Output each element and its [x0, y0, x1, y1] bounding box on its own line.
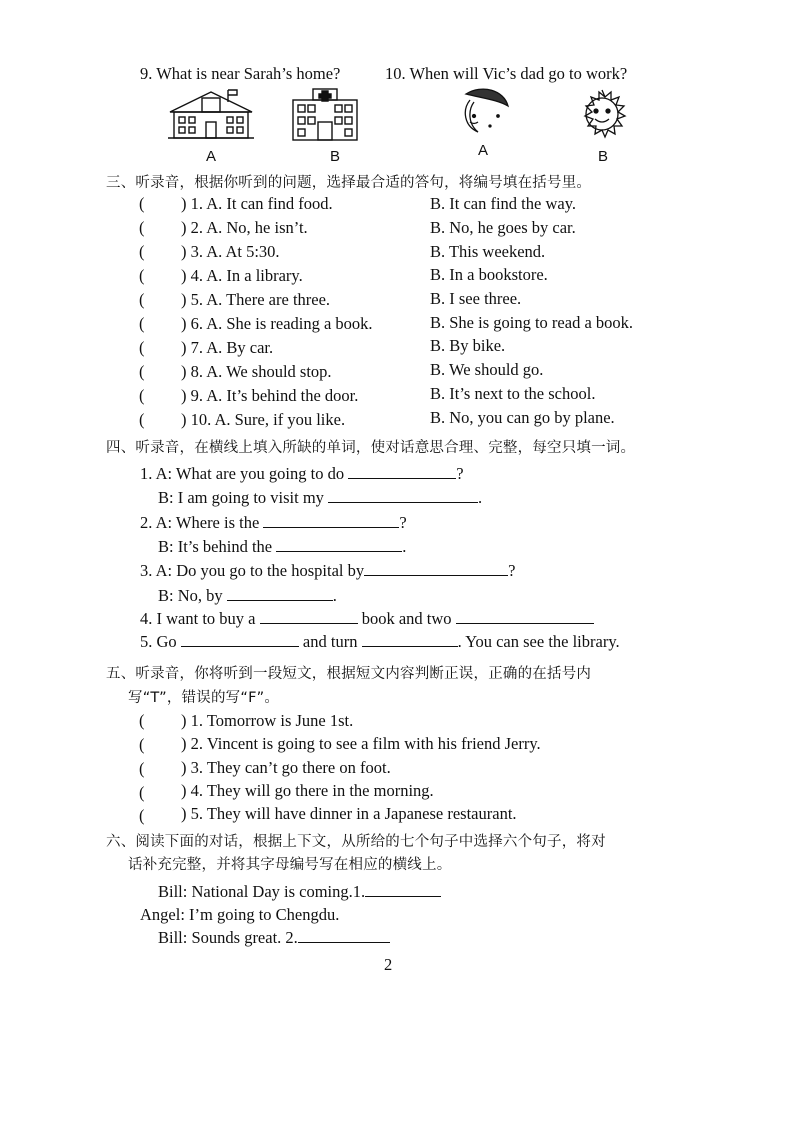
option-b: B. No, you can go by plane.: [430, 408, 615, 427]
option-a: ) 5. A. There are three.: [181, 290, 331, 309]
answer-paren[interactable]: (: [139, 362, 145, 381]
blank-number: 1.: [352, 882, 366, 901]
answer-paren[interactable]: (: [139, 783, 145, 802]
judgement-item: ) 1. Tomorrow is June 1st.: [181, 711, 354, 730]
answer-paren[interactable]: (: [139, 338, 145, 357]
dialogue-text: 3. A: Do you go to the hospital by: [140, 561, 365, 580]
page-number: 2: [384, 955, 393, 974]
option-b: B. It’s next to the school.: [430, 384, 596, 403]
picture-label-b: B: [598, 148, 609, 165]
dialogue-2a: [140, 513, 407, 533]
option-a: ) 6. A. She is reading a book.: [181, 314, 373, 333]
dialogue-text: 2. A: Where is the: [140, 513, 260, 532]
answer-blank[interactable]: [365, 882, 441, 897]
question-10: 10. When will Vic’s dad go to work?: [385, 64, 628, 83]
end-mark: .: [402, 537, 407, 556]
answer-blank[interactable]: [263, 513, 399, 528]
option-b: B. It can find the way.: [430, 194, 577, 213]
answer-blank[interactable]: [181, 632, 299, 647]
answer-blank[interactable]: [276, 537, 402, 552]
question-9: 9. What is near Sarah’s home?: [140, 64, 341, 83]
answer-paren[interactable]: (: [139, 218, 145, 237]
reading-dialogue-1: [158, 882, 441, 902]
answer-paren[interactable]: (: [139, 806, 145, 825]
answer-paren[interactable]: (: [139, 735, 145, 754]
dialogue-3a: [140, 561, 515, 581]
answer-paren[interactable]: (: [139, 410, 145, 429]
answer-blank[interactable]: [328, 488, 478, 503]
option-b: B. By bike.: [430, 336, 506, 355]
dialogue-1b: [158, 488, 482, 508]
sentence-5: [140, 632, 620, 652]
sentence-4: [140, 609, 594, 629]
sun-day-icon: [570, 86, 634, 142]
answer-paren[interactable]: (: [139, 386, 145, 405]
hospital-building-icon: [289, 86, 361, 142]
dialogue-text: B: It’s behind the: [158, 537, 273, 556]
picture-label-a: A: [206, 148, 217, 165]
answer-blank[interactable]: [364, 561, 508, 576]
option-b: B. In a bookstore.: [430, 265, 548, 284]
dialogue-text: B: No, by: [158, 586, 223, 605]
option-a: ) 10. A. Sure, if you like.: [181, 410, 346, 429]
reading-dialogue-3: [158, 928, 390, 948]
answer-blank[interactable]: [298, 928, 390, 943]
option-a: ) 3. A. At 5:30.: [181, 242, 280, 261]
answer-paren[interactable]: (: [139, 314, 145, 333]
judgement-item: ) 4. They will go there in the morning.: [181, 781, 434, 800]
answer-paren[interactable]: (: [139, 711, 145, 730]
option-a: ) 9. A. It’s behind the door.: [181, 386, 359, 405]
answer-paren[interactable]: (: [139, 290, 145, 309]
school-building-icon: [168, 88, 254, 140]
end-mark: ?: [456, 464, 464, 483]
end-mark: ?: [508, 561, 516, 580]
option-b: B. No, he goes by car.: [430, 218, 576, 237]
blank-number: 2.: [285, 928, 298, 947]
end-mark: ?: [399, 513, 407, 532]
dialogue-2b: [158, 537, 406, 557]
end-mark: .: [332, 586, 337, 605]
dialogue-text: Bill: Sounds great.: [158, 928, 282, 947]
judgement-item: ) 3. They can’t go there on foot.: [181, 758, 391, 777]
option-b: B. We should go.: [430, 360, 544, 379]
sentence-text: book and two: [361, 609, 452, 628]
answer-paren[interactable]: (: [139, 266, 145, 285]
answer-blank[interactable]: [456, 609, 594, 624]
option-a: ) 7. A. By car.: [181, 338, 274, 357]
dialogue-3b: [158, 586, 337, 606]
section-6-title-line2: 话补充完整，并将其字母编号写在相应的横线上。: [128, 857, 452, 873]
dialogue-text: 1. A: What are you going to do: [140, 464, 345, 483]
section-6-title-line1: 六、阅读下面的对话，根据上下文，从所给的七个句子中选择六个句子，将对: [106, 834, 606, 850]
section-5-title-line2: 写“T”，错误的写“F”。: [128, 690, 280, 706]
moon-night-icon: [452, 86, 514, 140]
answer-paren[interactable]: (: [139, 194, 145, 213]
picture-label-b: B: [330, 148, 341, 165]
option-a: ) 2. A. No, he isn’t.: [181, 218, 308, 237]
picture-label-a: A: [478, 142, 489, 159]
option-a: ) 8. A. We should stop.: [181, 362, 332, 381]
sentence-text: 5. Go: [140, 632, 177, 651]
option-a: ) 4. A. In a library.: [181, 266, 303, 285]
sentence-text: . You can see the library.: [457, 632, 620, 651]
answer-blank[interactable]: [348, 464, 456, 479]
reading-dialogue-2: Angel: I’m going to Chengdu.: [140, 905, 340, 924]
dialogue-text: B: I am going to visit my: [158, 488, 324, 507]
dialogue-1a: [140, 464, 464, 484]
answer-blank[interactable]: [362, 632, 458, 647]
option-a: ) 1. A. It can find food.: [181, 194, 333, 213]
answer-blank[interactable]: [227, 586, 333, 601]
section-3-title: 三、听录音，根据你听到的问题，选择最合适的答句，将编号填在括号里。: [106, 175, 592, 191]
judgement-item: ) 2. Vincent is going to see a film with his friend Jerry.: [181, 734, 541, 753]
option-b: B. I see three.: [430, 289, 522, 308]
option-b: B. She is going to read a book.: [430, 313, 634, 332]
option-b: B. This weekend.: [430, 242, 546, 261]
end-mark: .: [478, 488, 483, 507]
answer-blank[interactable]: [260, 609, 358, 624]
answer-paren[interactable]: (: [139, 759, 145, 778]
sentence-text: and turn: [302, 632, 358, 651]
judgement-item: ) 5. They will have dinner in a Japanese restaurant.: [181, 804, 517, 823]
dialogue-text: Bill: National Day is coming.: [158, 882, 353, 901]
answer-paren[interactable]: (: [139, 242, 145, 261]
section-5-title-line1: 五、听录音，你将听到一段短文，根据短文内容判断正误，正确的在括号内: [106, 666, 592, 682]
section-4-title: 四、听录音，在横线上填入所缺的单词，使对话意思合理、完整，每空只填一词。: [106, 440, 636, 456]
sentence-text: 4. I want to buy a: [140, 609, 256, 628]
